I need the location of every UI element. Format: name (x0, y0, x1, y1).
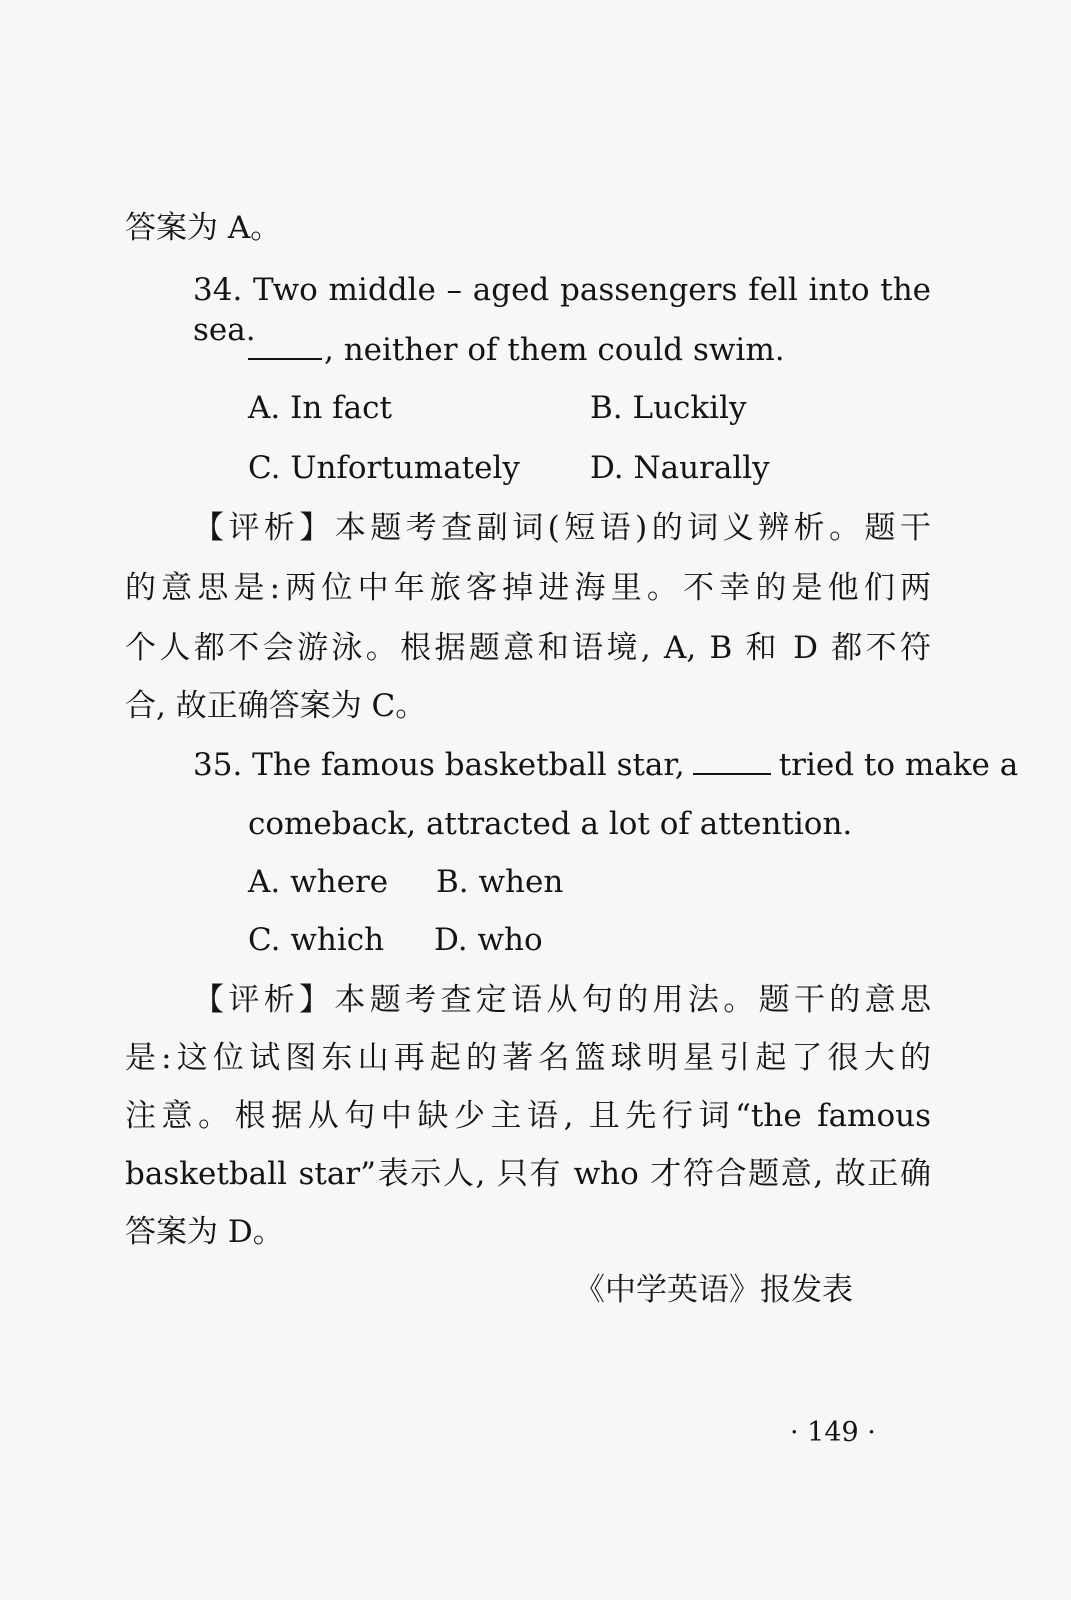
page-number: · 149 · (790, 1417, 876, 1448)
question-35-stem-line1: 35. The famous basketball star, tried to make a (193, 747, 1019, 783)
question-34-option-d: D. Naurally (590, 450, 770, 486)
question-35-option-a: A. where (248, 864, 389, 900)
question-35-stem-line2: comeback, attracted a lot of attention. (248, 806, 853, 842)
answer-blank (248, 334, 322, 360)
question-34-stem-line1: 34. Two middle – aged passengers fell into the sea. (193, 272, 931, 348)
question-34-option-b: B. Luckily (590, 390, 747, 426)
explanation-35-line3: 注意。根据从句中缺少主语, 且先行词“the famous (125, 1098, 931, 1134)
source-attribution: 《中学英语》报发表 (574, 1272, 853, 1308)
explanation-34-line1: 【评析】本题考查副词(短语)的词义辨析。题干 (193, 510, 931, 546)
question-35-option-b: B. when (436, 864, 564, 900)
question-34-option-c: C. Unfortumately (248, 450, 520, 486)
answer-line: 答案为 A。 (125, 210, 282, 246)
answer-blank (693, 749, 771, 775)
explanation-34-line2: 的意思是:两位中年旅客掉进海里。不幸的是他们两 (125, 570, 931, 606)
question-35-option-c: C. which (248, 922, 385, 958)
explanation-35-line2: 是:这位试图东山再起的著名篮球明星引起了很大的 (125, 1040, 931, 1076)
explanation-35-line4: basketball star”表示人, 只有 who 才符合题意, 故正确 (125, 1156, 931, 1192)
question-35-option-d: D. who (434, 922, 543, 958)
explanation-34-line4: 合, 故正确答案为 C。 (125, 688, 427, 724)
explanation-34-line3: 个人都不会游泳。根据题意和语境, A, B 和 D 都不符 (125, 630, 931, 666)
question-34-option-a: A. In fact (248, 390, 392, 426)
explanation-35-line1: 【评析】本题考查定语从句的用法。题干的意思 (193, 982, 931, 1018)
explanation-35-line5: 答案为 D。 (125, 1214, 284, 1250)
question-34-stem-line2: , neither of them could swim. (248, 330, 785, 370)
